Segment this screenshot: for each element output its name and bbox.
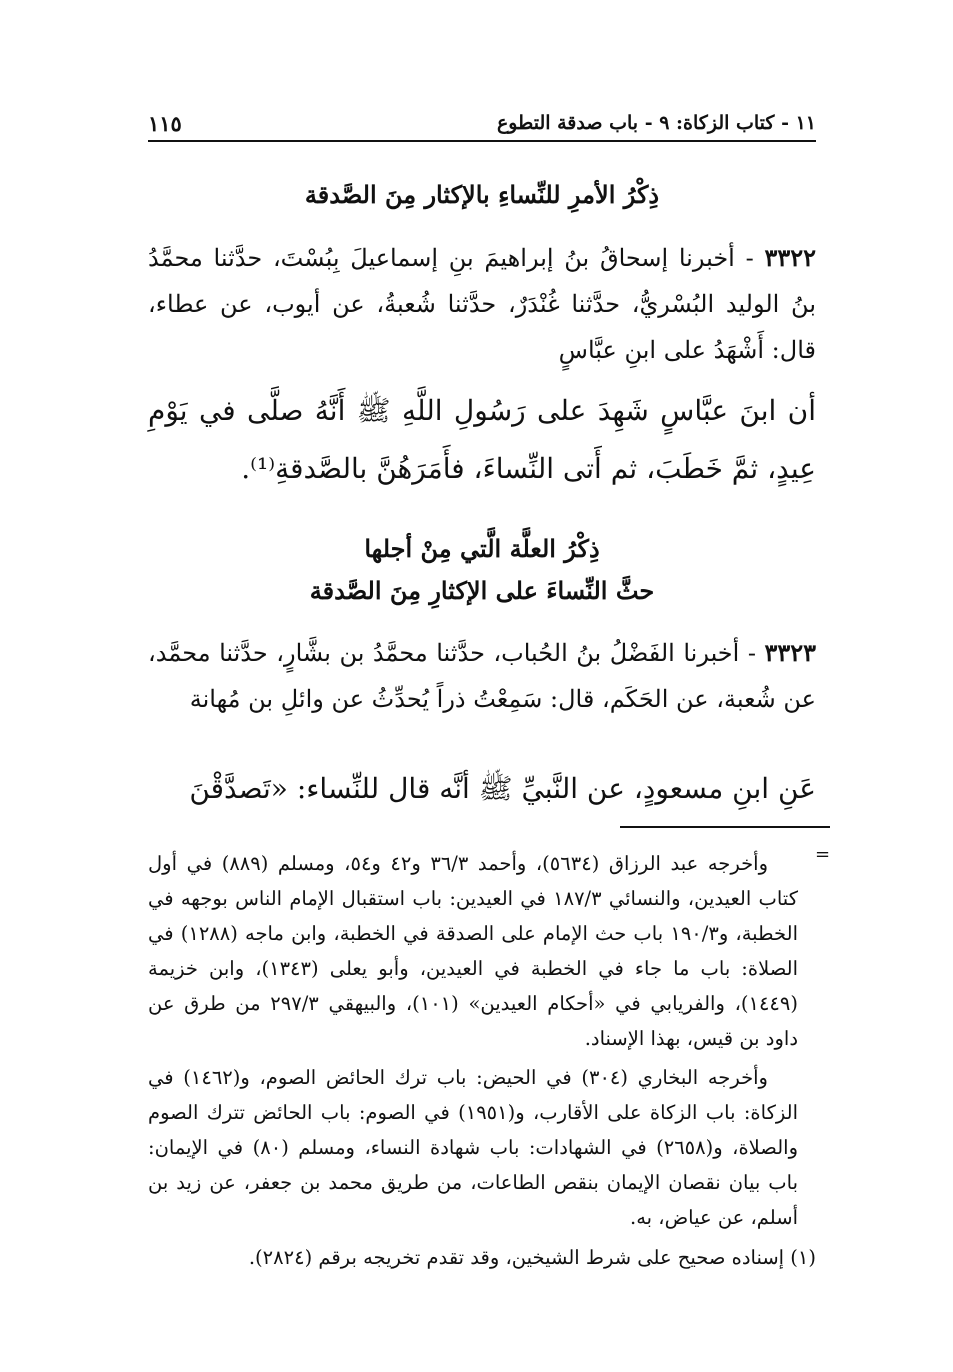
footnote-separator: [620, 826, 830, 828]
section-heading-2-line-1: ذِكْرُ العلَّة الَّتي مِنْ أجلها: [364, 534, 600, 563]
footnote-paragraph: وأخرجه عبد الرزاق (٥٦٣٤)، وأحمد ٣٦/٣ و٤٢ و٥٤، ومسلم (٨٨٩) في أول كتاب العيدين، والنسائي ١٨٧/٣ في العيدين: باب استقبال الإمام الناس بوجهه في الخطبة، و١٩٠/٣ باب حث الإمام على الصدقة في الخطبة، وابن ماجه (١٢٨٨) في الصلاة: باب ما جاء في الخطبة في العيدين، وأبو يعلى (١٣٤٣)، وابن خزيمة (١٤٤٩)، والفريابي في «أحكام العيدين» (١٠١)، والبيهقي ٢٩٧/٣ من طرق عن داود بن قيس، بهذا الإسناد.: [148, 852, 798, 1050]
footnote-paragraph: وأخرجه البخاري (٣٠٤) في الحيض: باب ترك الحائض الصوم، و(١٤٦٢) في الزكاة: باب الزكاة على الأقارب، و(١٩٥١) في الصوم: باب الحائض تترك الصوم والصلاة، و(٢٦٥٨) في الشهادات: باب شهادة النساء، ومسلم (٨٠) في الإيمان: باب بيان نقصان الإيمان بنقص الطاعات، من طريق محمد بن جعفر، عن زيد بن أسلم، عن عياض، به.: [148, 1066, 798, 1229]
footnote-continuation-mark: =: [815, 844, 831, 865]
page-number: ١١٥: [148, 110, 182, 136]
footnote-1: (١) إسناده صحيح على شرط الشيخين، وقد تقدم تخريجه برقم (٢٨٢٤).: [248, 1246, 816, 1269]
hadith-number: ٣٣٢٣: [764, 638, 816, 667]
hadith-number: ٣٣٢٢: [764, 243, 816, 272]
isnad-text: - أخبرنا الفَضْلُ بنُ الحُباب، حدَّثنا محمَّدُ بن بشَّارٍ، حدَّثنا محمَّد، عن شُعبة، عن الحَكَم، قال: سَمِعْتُ ذراً يُحدِّثُ عن وائلِ بن مُهانة: [148, 639, 816, 713]
hadith-3322-matn: أن ابنَ عبَّاسٍ شَهِدَ على رَسُولِ اللَّهِ ﷺ أَنَّهُ صلَّى في يَوْمِ عِيدٍ، ثمَّ خَطَبَ، ثم أَتى النِّساءَ، فأَمَرَهُنَّ بالصَّدقةِ⁽¹⁾.: [148, 394, 816, 485]
section-heading-1: ذِكْرُ الأمرِ للنِّساءِ بالإكثار مِنَ الصَّدقة: [304, 180, 660, 209]
running-header: [148, 106, 816, 142]
hadith-3323-isnad: [148, 630, 816, 722]
hadith-3322-isnad: [148, 235, 816, 373]
hadith-3323-matn: عَنِ ابنِ مسعودٍ، عن النَّبيِّ ﷺ أنَّه قال للنِّساء: «تَصدَّقْنَ: [189, 772, 816, 805]
section-heading-2-line-2: حثَّ النِّساءَ على الإكثارِ مِنَ الصَّدقة: [309, 576, 655, 605]
chapter-title: ١١ - كتاب الزكاة: ٩ - باب صدقة التطوع: [496, 112, 816, 134]
isnad-text: - أخبرنا إسحاقُ بنُ إبراهيمَ بنِ إسماعيلَ بِبُسْتَ، حدَّثنا محمَّدُ بنُ الوليد البُسْريُّ، حدَّثنا غُنْدَرٌ، حدَّثنا شُعبةُ، عن أيوب، عن عطاء، قال: أَشْهَدُ على ابنِ عبَّاسٍ: [148, 244, 816, 364]
